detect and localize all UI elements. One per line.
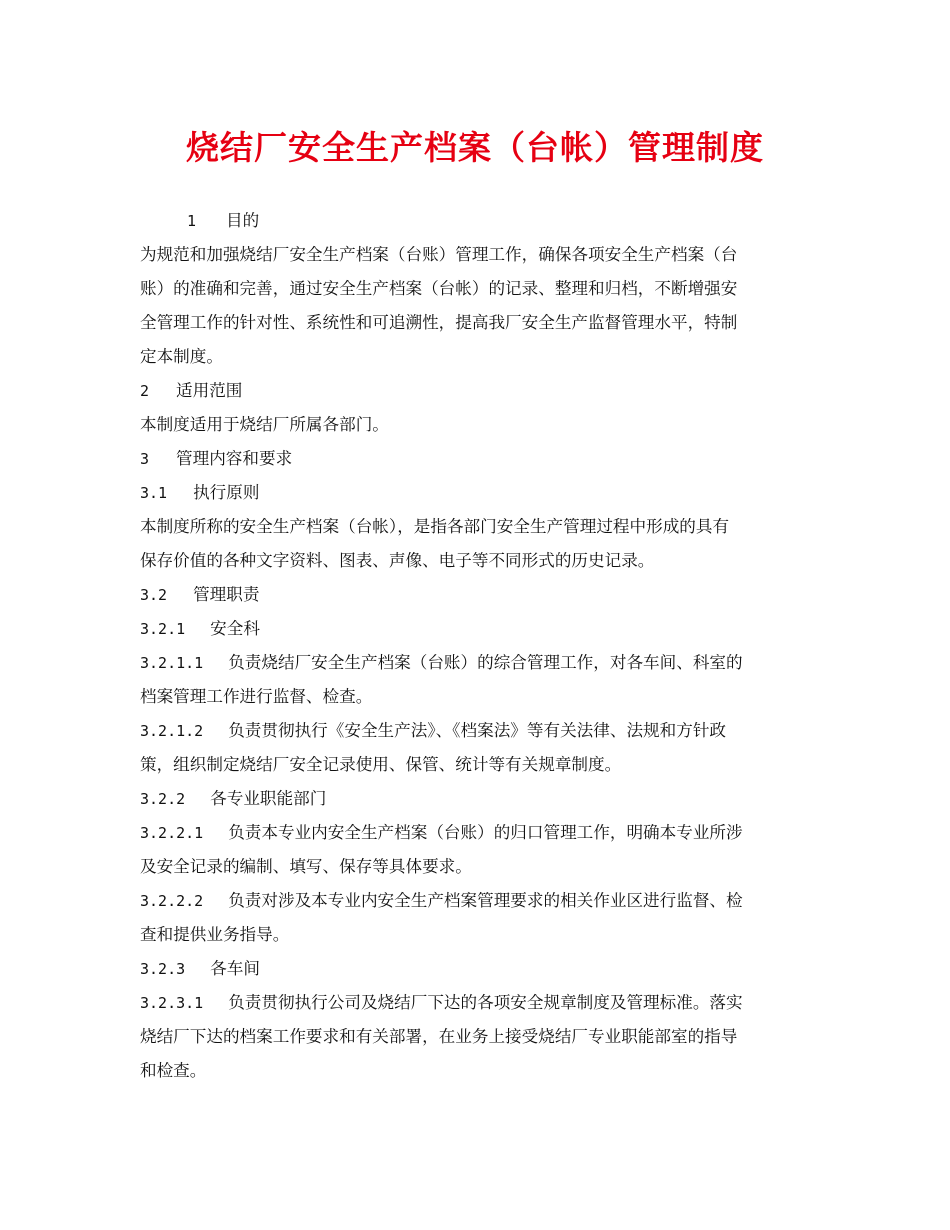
paragraph-line <box>140 1020 814 1054</box>
section-number: 3.2.1.2 <box>140 722 204 740</box>
line-text: 查和提供业务指导。 <box>140 925 290 944</box>
section-heading-line <box>140 782 814 816</box>
paragraph-line <box>140 306 814 340</box>
line-text: 烧结厂下达的档案工作要求和有关部署，在业务上接受烧结厂专业职能部室的指导 <box>140 1027 738 1046</box>
paragraph-line <box>140 918 814 952</box>
line-text: 和检查。 <box>140 1061 207 1080</box>
paragraph-line <box>140 1054 814 1088</box>
line-text: 负责贯彻执行公司及烧结厂下达的各项安全规章制度及管理标准。落实 <box>228 993 743 1012</box>
line-text: 执行原则 <box>193 483 260 502</box>
line-text: 适用范围 <box>176 381 243 400</box>
paragraph-line <box>140 544 814 578</box>
section-number: 3.2.1.1 <box>140 654 204 672</box>
line-text: 各车间 <box>210 959 260 978</box>
section-heading-line <box>140 714 814 748</box>
section-heading-line <box>140 374 814 408</box>
line-text: 目的 <box>226 211 260 230</box>
line-text: 管理内容和要求 <box>176 449 293 468</box>
section-number: 3.1 <box>140 484 168 502</box>
line-text: 策，组织制定烧结厂安全记录使用、保管、统计等有关规章制度。 <box>140 755 622 774</box>
section-heading-line <box>140 646 814 680</box>
section-number: 2 <box>140 382 150 400</box>
paragraph-line <box>140 272 814 306</box>
line-text: 为规范和加强烧结厂安全生产档案（台账）管理工作，确保各项安全生产档案（台 <box>140 245 738 264</box>
section-heading-line <box>140 884 814 918</box>
line-text: 保存价值的各种文字资料、图表、声像、电子等不同形式的历史记录。 <box>140 551 655 570</box>
section-number: 3.2.2 <box>140 790 186 808</box>
document-body <box>140 204 814 1088</box>
document-title: 烧结厂安全生产档案（台帐）管理制度 <box>186 128 764 167</box>
section-heading-line <box>140 476 814 510</box>
section-number: 3.2.3 <box>140 960 186 978</box>
line-text: 管理职责 <box>193 585 260 604</box>
line-text: 负责本专业内安全生产档案（台账）的归口管理工作，明确本专业所涉 <box>228 823 743 842</box>
section-number: 3.2.2.2 <box>140 892 204 910</box>
section-heading-line <box>140 986 814 1020</box>
section-heading-line <box>140 204 814 238</box>
paragraph-line <box>140 850 814 884</box>
section-number: 1 <box>187 212 197 230</box>
section-heading-line <box>140 612 814 646</box>
line-text: 本制度适用于烧结厂所属各部门。 <box>140 415 389 434</box>
line-text: 各专业职能部门 <box>210 789 327 808</box>
line-text: 全管理工作的针对性、系统性和可追溯性，提高我厂安全生产监督管理水平，特制 <box>140 313 738 332</box>
line-text: 档案管理工作进行监督、检查。 <box>140 687 373 706</box>
section-heading-line <box>140 816 814 850</box>
paragraph-line <box>140 340 814 374</box>
paragraph-line <box>140 408 814 442</box>
line-text: 负责贯彻执行《安全生产法》、《档案法》等有关法律、法规和方针政 <box>228 721 727 740</box>
section-heading-line <box>140 442 814 476</box>
section-heading-line <box>140 952 814 986</box>
section-heading-line <box>140 578 814 612</box>
section-number: 3.2 <box>140 586 168 604</box>
paragraph-line <box>140 680 814 714</box>
paragraph-line <box>140 510 814 544</box>
section-number: 3.2.3.1 <box>140 994 204 1012</box>
line-text: 及安全记录的编制、填写、保存等具体要求。 <box>140 857 472 876</box>
paragraph-line <box>140 748 814 782</box>
line-text: 定本制度。 <box>140 347 223 366</box>
line-text: 安全科 <box>210 619 260 638</box>
section-number: 3.2.2.1 <box>140 824 204 842</box>
line-text: 账）的准确和完善，通过安全生产档案（台帐）的记录、整理和归档，不断增强安 <box>140 279 738 298</box>
line-text: 负责对涉及本专业内安全生产档案管理要求的相关作业区进行监督、检 <box>228 891 743 910</box>
line-text: 本制度所称的安全生产档案（台帐），是指各部门安全生产管理过程中形成的具有 <box>140 517 730 536</box>
section-number: 3.2.1 <box>140 620 186 638</box>
paragraph-line <box>140 238 814 272</box>
line-text: 负责烧结厂安全生产档案（台账）的综合管理工作，对各车间、科室的 <box>228 653 743 672</box>
section-number: 3 <box>140 450 150 468</box>
